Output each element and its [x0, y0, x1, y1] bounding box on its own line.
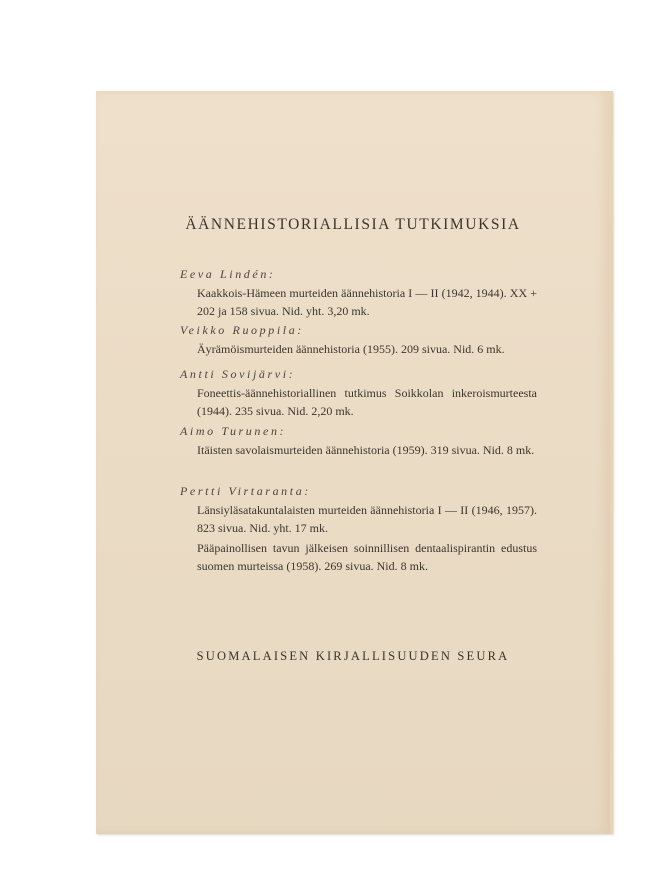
author-linden: Eeva Lindén:: [180, 267, 276, 281]
author-turunen: Aimo Turunen:: [180, 424, 287, 438]
work-ruoppila-1: Äyrämöismurteiden äännehistoria (1955). 209 sivua. Nid. 6 mk.: [197, 342, 505, 356]
work-virtaranta-1: Länsiyläsatakuntalaisten murteiden äännehistoria I — II (1946, 1957). 823 sivua. Nid. yht. 17 mk.: [197, 503, 537, 535]
book-back-cover: [96, 91, 613, 834]
work-virtaranta-2: Pääpainollisen tavun jälkeisen soinnillisen dentaalispirantin edustus suomen murteissa (1958). 269 sivua. Nid. 8 mk.: [197, 541, 537, 573]
publisher-name: SUOMALAISEN KIRJALLISUUDEN SEURA: [196, 649, 510, 663]
work-linden-1: Kaakkois-Hämeen murteiden äännehistoria I — II (1942, 1944). XX + 202 ja 158 sivua. Nid. yht. 3,20 mk.: [197, 286, 537, 318]
work-sovijarvi-1: Foneettis-äännehistoriallinen tutkimus Soikkolan inkeroismurteesta (1944). 235 sivua. Nid. 2,20 mk.: [197, 386, 537, 418]
author-sovijarvi: Antti Sovijärvi:: [180, 367, 296, 381]
work-turunen-1: Itäisten savolaismurteiden äännehistoria (1959). 319 sivua. Nid. 8 mk.: [197, 443, 535, 457]
author-virtaranta: Pertti Virtaranta:: [180, 484, 311, 498]
series-title: ÄÄNNEHISTORIALLISIA TUTKIMUKSIA: [185, 216, 521, 233]
author-ruoppila: Veikko Ruoppila:: [180, 323, 304, 337]
